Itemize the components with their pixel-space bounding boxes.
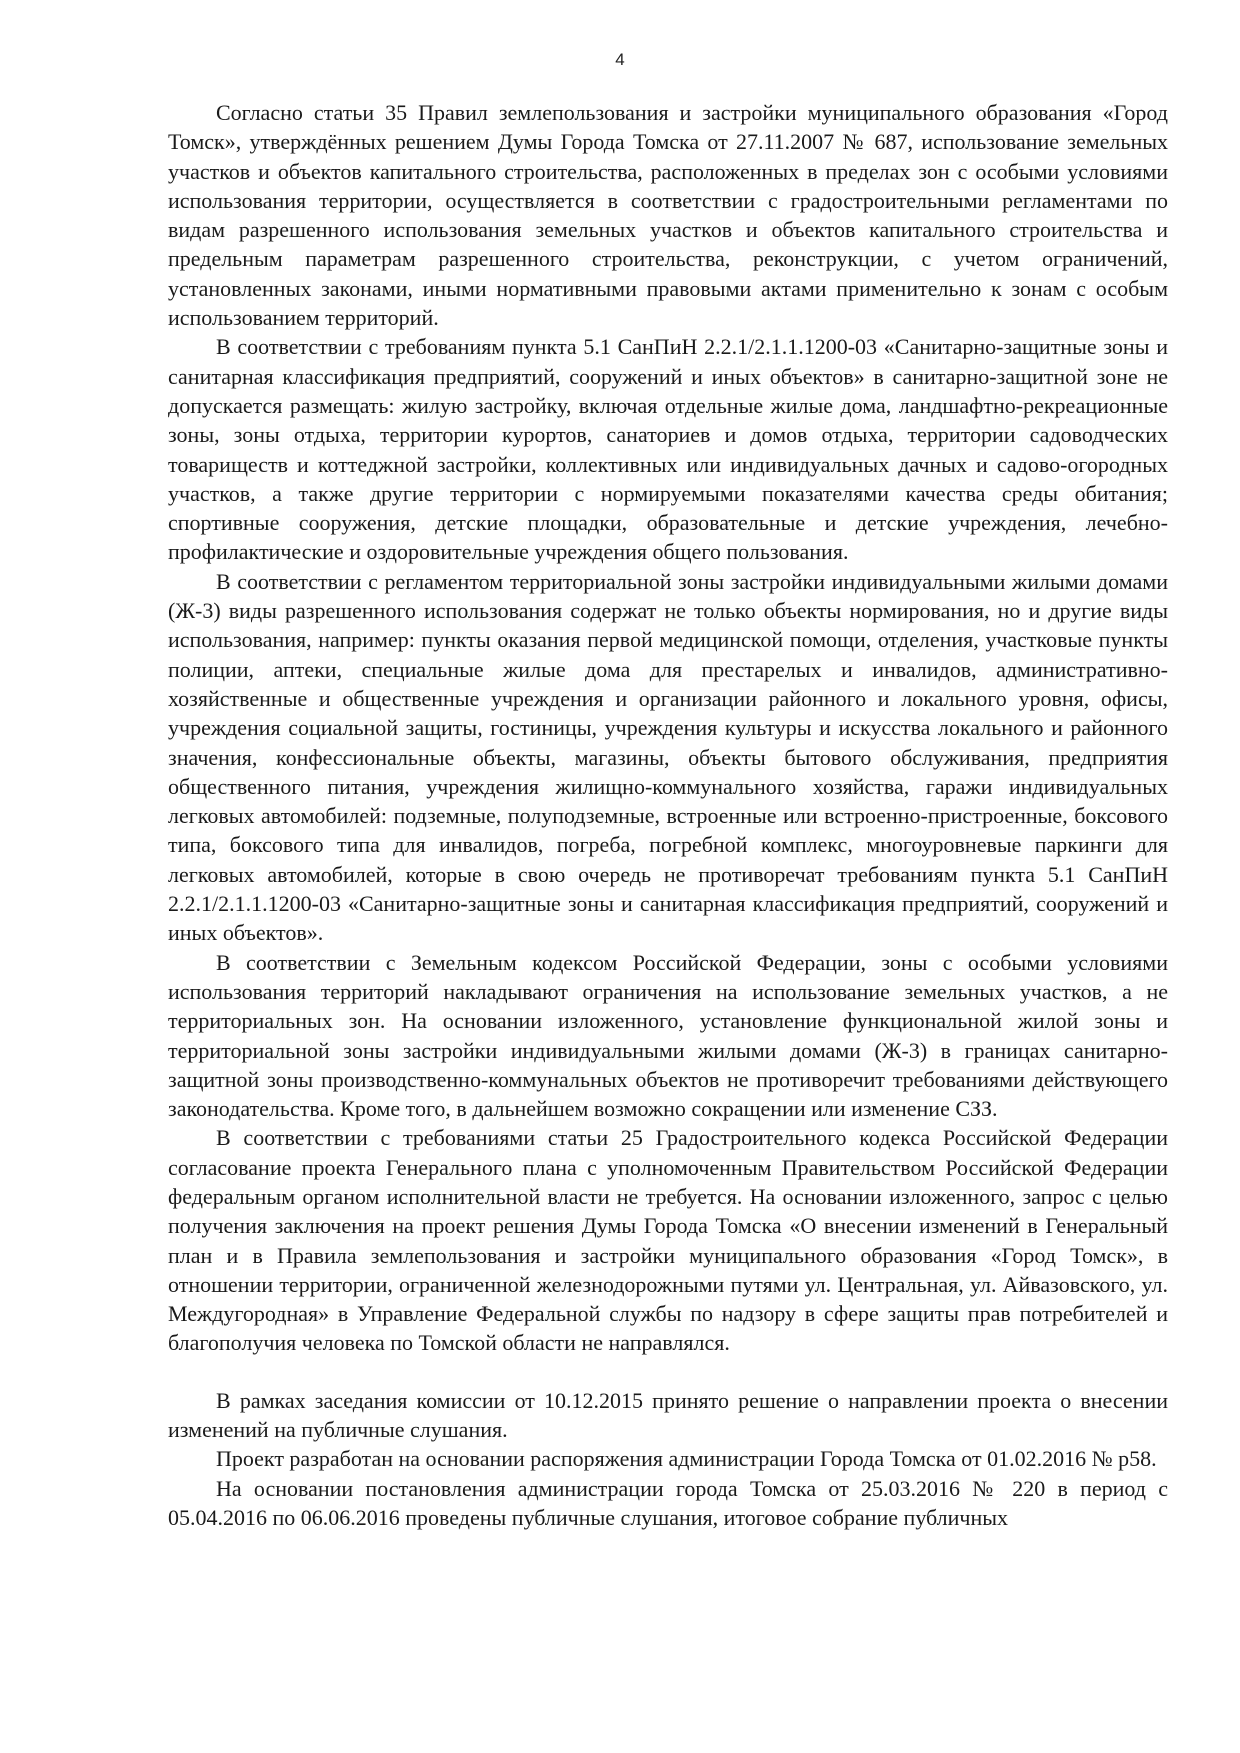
paragraph-land-use-rules: Согласно статьи 35 Правил землепользования и застройки муниципального образования «Город Томск», утверждённых решением Думы Города Томска от 27.11.2007 № 687, использование земельных участков и объектов капитального строительства, расположенных в пределах зон с особыми условиями использования территории, осуществляется в соответствии с градостроительными регламентами по видам разрешенного использования земельных участков и объектов капитального строительства и предельным параметрам разрешенного строительства, реконструкции, с учетом ограничений, установленных законами, иными нормативными правовыми актами применительно к зонам с особым использованием территорий. (168, 100, 1168, 331)
document-body (168, 98, 1168, 1532)
paragraph-project-basis: Проект разработан на основании распоряжения администрации Города Томска от 01.02.2016 № р58. (216, 1446, 1157, 1472)
page-number: 4 (615, 50, 625, 69)
paragraph-sanpin-requirements: В соответствии с требованиям пункта 5.1 СанПиН 2.2.1/2.1.1.1200-03 «Санитарно-защитные зоны и санитарная классификация предприятий, сооружений и иных объектов» в санитарно-защитной зоне не допускается размещать: жилую застройку, включая отдельные жилые дома, ландшафтно-рекреационные зоны, зоны отдыха, территории курортов, санаториев и домов отдыха, территории садоводческих товариществ и коттеджной застройки, коллективных или индивидуальных дачных и садово-огородных участков, а также другие территории с нормируемыми показателями качества среды обитания; спортивные сооружения, детские площадки, образовательные и детские учреждения, лечебно-профилактические и оздоровительные учреждения общего пользования. (168, 334, 1168, 565)
paragraph-spacer (168, 1358, 1168, 1386)
paragraph-commission-meeting: В рамках заседания комиссии от 10.12.2015 принято решение о направлении проекта о внесении изменений на публичные слушания. (168, 1387, 1168, 1443)
paragraph-public-hearings: На основании постановления администрации города Томска от 25.03.2016 № 220 в период с 05.04.2016 по 06.06.2016 проведены публичные слушания, итоговое собрание публичных (168, 1475, 1168, 1530)
paragraph-zone-regulation: В соответствии с регламентом территориальной зоны застройки индивидуальными жилыми домами (Ж-3) виды разрешенного использования содержат не только объекты нормирования, но и другие виды использования, например: пункты оказания первой медицинской помощи, отделения, участковые пункты полиции, аптеки, специальные жилые дома для престарелых и инвалидов, административно-хозяйственные и общественные учреждения и организации районного и локального уровня, офисы, учреждения социальной защиты, гостиницы, учреждения культуры и искусства локального и районного значения, конфессиональные объекты, магазины, объекты бытового обслуживания, предприятия общественного питания, учреждения жилищно-коммунального хозяйства, гаражи индивидуальных легковых автомобилей: подземные, полуподземные, встроенные или встроенно-пристроенные, боксового типа, боксового типа для инвалидов, погреба, погребной комплекс, многоуровневые паркинги для легковых автомобилей, которые в свою очередь не противоречат требованиям пункта 5.1 СанПиН 2.2.1/2.1.1.1200-03 «Санитарно-защитные зоны и санитарная классификация предприятий, сооружений и иных объектов». (168, 568, 1168, 946)
paragraph-urban-planning-code: В соответствии с требованиями статьи 25 Градостроительного кодекса Российской Федерации согласование проекта Генерального плана с уполномоченным Правительством Российской Федерации федеральным органом исполнительной власти не требуется. На основании изложенного, запрос с целью получения заключения на проект решения Думы Города Томска «О внесении изменений в Генеральный план и в Правила землепользования и застройки муниципального образования «Город Томск», в отношении территории, ограниченной железнодорожными путями ул. Центральная, ул. Айвазовского, ул. Междугородная» в Управление Федеральной службы по надзору в сфере защиты прав потребителей и благополучия человека по Томской области не направлялся. (168, 1125, 1168, 1356)
paragraph-land-code: В соответствии с Земельным кодексом Российской Федерации, зоны с особыми условиями использования территорий накладывают ограничения на использование земельных участков, а не территориальных зон. На основании изложенного, установление функциональной жилой зоны и территориальной зоны застройки индивидуальными жилыми домами (Ж-3) в границах санитарно-защитной зоны производственно-коммунальных объектов не противоречит требованиями действующего законодательства. Кроме того, в дальнейшем возможно сокращении или изменение СЗЗ. (168, 949, 1168, 1122)
